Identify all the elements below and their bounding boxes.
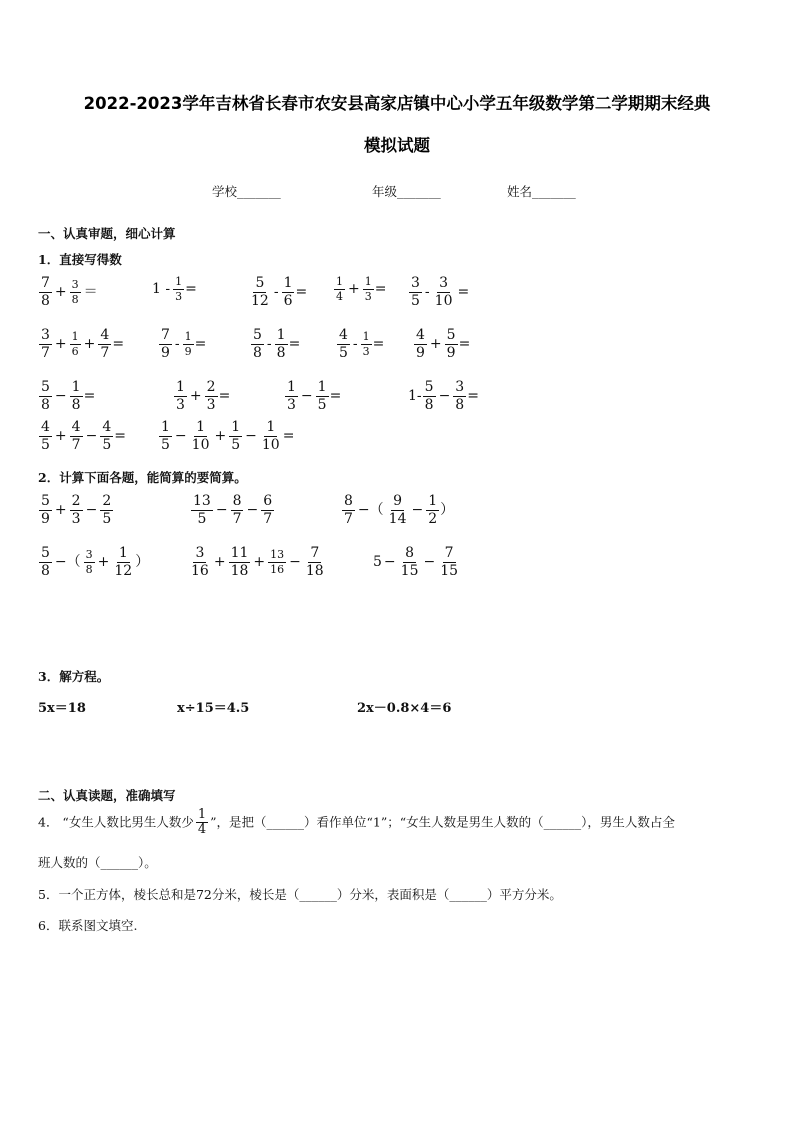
math-expression: $\frac{7}{8}$ + $\frac{3}{8}$ ＝ [41,275,98,309]
math-expression: $\frac{1}{3}$ − $\frac{1}{5}$ = [287,379,342,413]
math-expression: $\frac{5}{8}$ −（ $\frac{3}{8}$ + $\frac{1}{12}$ ） [41,545,150,579]
question-3-label: 3．解方程。 [38,669,110,684]
equation-3: 2x－0.8×4＝6 [357,701,452,716]
math-expression: 1 - $\frac{1}{3}$ = [152,275,197,303]
q1-row-3 [0,380,794,420]
q4-text-pre: 4． “女生人数比男生人数少 [38,814,194,830]
grade-field: 年级_______ [372,184,441,199]
math-expression: $\frac{3}{5}$ - $\frac{3}{10}$ = [411,275,470,309]
question-5: 5．一个正方体，棱长总和是72分米，棱长是（______）分米，表面积是（______）平方分米。 [38,887,562,902]
math-expression: $\frac{1}{5}$ − $\frac{1}{10}$ + $\frac{1}{5}$ − $\frac{1}{10}$ = [161,419,295,453]
math-expression: $\frac{7}{9}$ - $\frac{1}{9}$ = [161,327,207,361]
math-expression: $\frac{4}{9}$ + $\frac{5}{9}$ = [416,327,471,361]
section-2-heading: 二、认真读题，准确填写 [38,788,176,803]
equation-1: 5x＝18 [38,701,86,716]
math-expression: $\frac{4}{5}$ - $\frac{1}{3}$ = [339,327,385,361]
math-expression: $\frac{3}{7}$ + $\frac{1}{6}$ + $\frac{4}{7}$ = [41,327,125,361]
q4-fraction: $\frac{1}{4}$ [197,807,207,838]
math-expression: $\frac{5}{8}$ − $\frac{1}{8}$ = [41,379,96,413]
math-expression: 1- $\frac{5}{8}$ − $\frac{3}{8}$ = [408,379,479,413]
q2-row-1 [0,494,794,534]
math-expression: 5 − $\frac{8}{15}$ − $\frac{7}{15}$ [373,545,459,579]
math-expression: $\frac{5}{9}$ + $\frac{2}{3}$ − $\frac{2}{5}$ [41,493,112,527]
question-4-line-2: 班人数的（______）。 [38,855,157,870]
q2-row-2 [0,546,794,586]
math-expression: $\frac{5}{8}$ - $\frac{1}{8}$ = [253,327,301,361]
math-expression: $\frac{1}{3}$ + $\frac{2}{3}$ = [176,379,231,413]
section-1-heading: 一、认真审题，细心计算 [38,226,176,241]
page-title-line1: 2022-2023学年吉林省长春市农安县高家店镇中心小学五年级数学第二学期期末经典 [83,94,711,113]
equation-2: x÷15＝4.5 [177,701,250,716]
question-2-label: 2．计算下面各题，能简算的要简算。 [38,470,247,485]
math-expression: $\frac{8}{7}$ −（ $\frac{9}{14}$ − $\frac{1}{2}$ ） [344,493,455,527]
math-expression: $\frac{3}{16}$ + $\frac{11}{18}$ + $\frac{13}{16}$ − $\frac{7}{18}$ [191,545,324,579]
page-title-line2: 模拟试题 [364,136,430,155]
question-6: 6．联系图文填空. [38,918,138,933]
math-expression: $\frac{13}{5}$ − $\frac{8}{7}$ − $\frac{6}{7}$ [193,493,273,527]
q1-row-2 [0,328,794,368]
name-field: 姓名_______ [507,184,576,199]
question-4 [38,808,675,838]
q1-row-4 [0,420,794,460]
math-expression: $\frac{1}{4}$ + $\frac{1}{3}$ = [336,275,387,303]
question-1-label: 1．直接写得数 [38,252,122,267]
math-expression: $\frac{4}{5}$ + $\frac{4}{7}$ − $\frac{4}{5}$ = [41,419,126,453]
school-field: 学校_______ [212,184,281,199]
q1-row-1 [0,276,794,316]
q4-text-post: ”，是把（______）看作单位“1”；“女生人数是男生人数的（______），男生人数占全 [210,814,675,830]
math-expression: $\frac{5}{12}$ - $\frac{1}{6}$ = [251,275,308,309]
